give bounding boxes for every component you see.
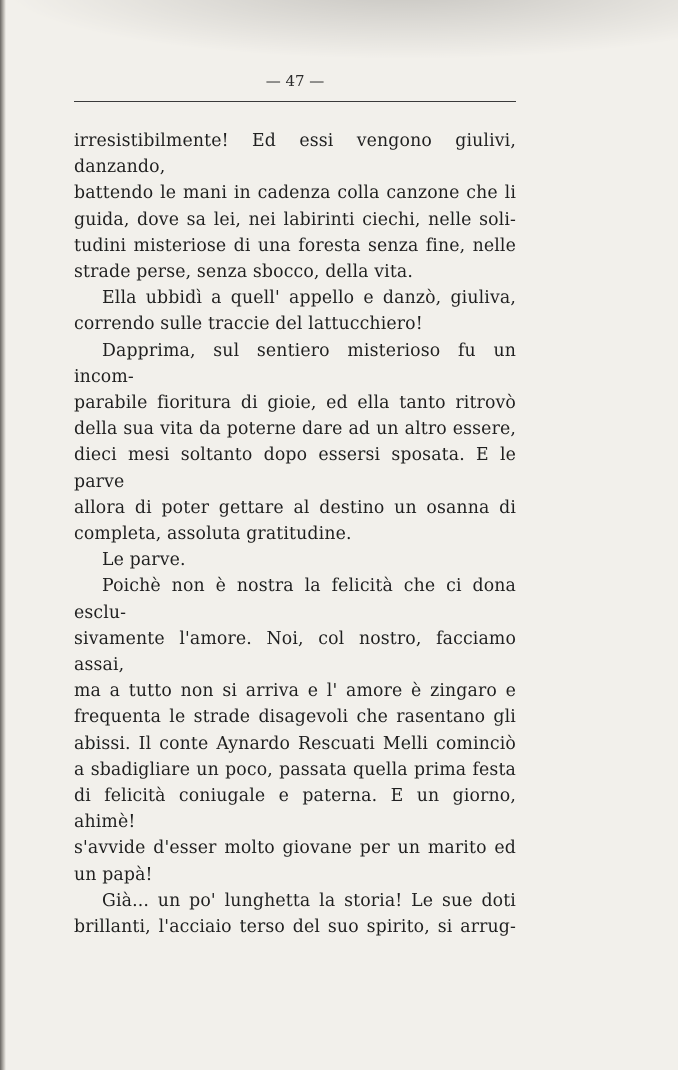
paragraph-6-line-2: brillanti, l'acciaio terso del suo spirito, si arrug-	[74, 917, 516, 938]
paragraph-6-line-1: Già... un po' lunghetta la storia! Le sue doti	[102, 890, 516, 911]
page-number: — 47 —	[265, 72, 325, 90]
paragraph-5-line-3: ma a tutto non si arriva e l' amore è zingaro e	[74, 681, 516, 702]
paragraph-1-line-2: battendo le mani in cadenza colla canzone che li	[74, 183, 516, 204]
paragraph-1-line-1: irresistibilmente! Ed essi vengono giulivi, danzando,	[74, 131, 516, 178]
paragraph-5-line-1: Poichè non è nostra la felicità che ci dona esclu-	[74, 576, 516, 623]
paragraph-5-line-6: a sbadigliare un poco, passata quella prima festa	[74, 759, 516, 780]
paragraph-4-line-1: Le parve.	[102, 550, 186, 571]
paragraph-5-line-7: di felicità coniugale e paterna. E un giorno, ahimè!	[74, 786, 516, 833]
paragraph-5-line-4: frequenta le strade disagevoli che rasentano gli	[74, 707, 516, 728]
paragraph-1-line-4: tudini misteriose di una foresta senza fine, nelle	[74, 235, 516, 256]
body-text	[74, 128, 516, 940]
paragraph-3-line-2: parabile fioritura di gioie, ed ella tanto ritrovò	[74, 393, 516, 414]
paragraph-5-line-2: sivamente l'amore. Noi, col nostro, facciamo assai,	[74, 628, 516, 676]
paragraph-3-line-4: dieci mesi soltanto dopo essersi sposata. E le parve	[74, 445, 516, 492]
paragraph-1-line-5: strade perse, senza sbocco, della vita.	[74, 262, 414, 283]
paragraph-2-line-2: correndo sulle traccie del lattucchiero!	[74, 314, 423, 335]
paragraph-3-line-3: della sua vita da poterne dare ad un altro essere,	[74, 419, 516, 440]
paragraph-3-line-1: Dapprima, sul sentiero misterioso fu un incom-	[74, 340, 516, 387]
paragraph-3-line-6: completa, assoluta gratitudine.	[74, 524, 352, 545]
paragraph-3-line-5: allora di poter gettare al destino un osanna di	[74, 497, 516, 518]
paragraph-5-line-8: s'avvide d'esser molto giovane per un marito ed	[74, 838, 516, 859]
paragraph-1-line-3: guida, dove sa lei, nei labirinti ciechi, nelle soli-	[74, 209, 516, 230]
paragraph-2-line-1: Ella ubbidì a quell' appello e danzò, giuliva,	[102, 288, 516, 309]
paragraph-5-line-5: abissi. Il conte Aynardo Rescuati Melli cominciò	[74, 733, 516, 754]
header-rule	[74, 101, 516, 102]
paragraph-5-line-9: un papà!	[74, 864, 153, 885]
